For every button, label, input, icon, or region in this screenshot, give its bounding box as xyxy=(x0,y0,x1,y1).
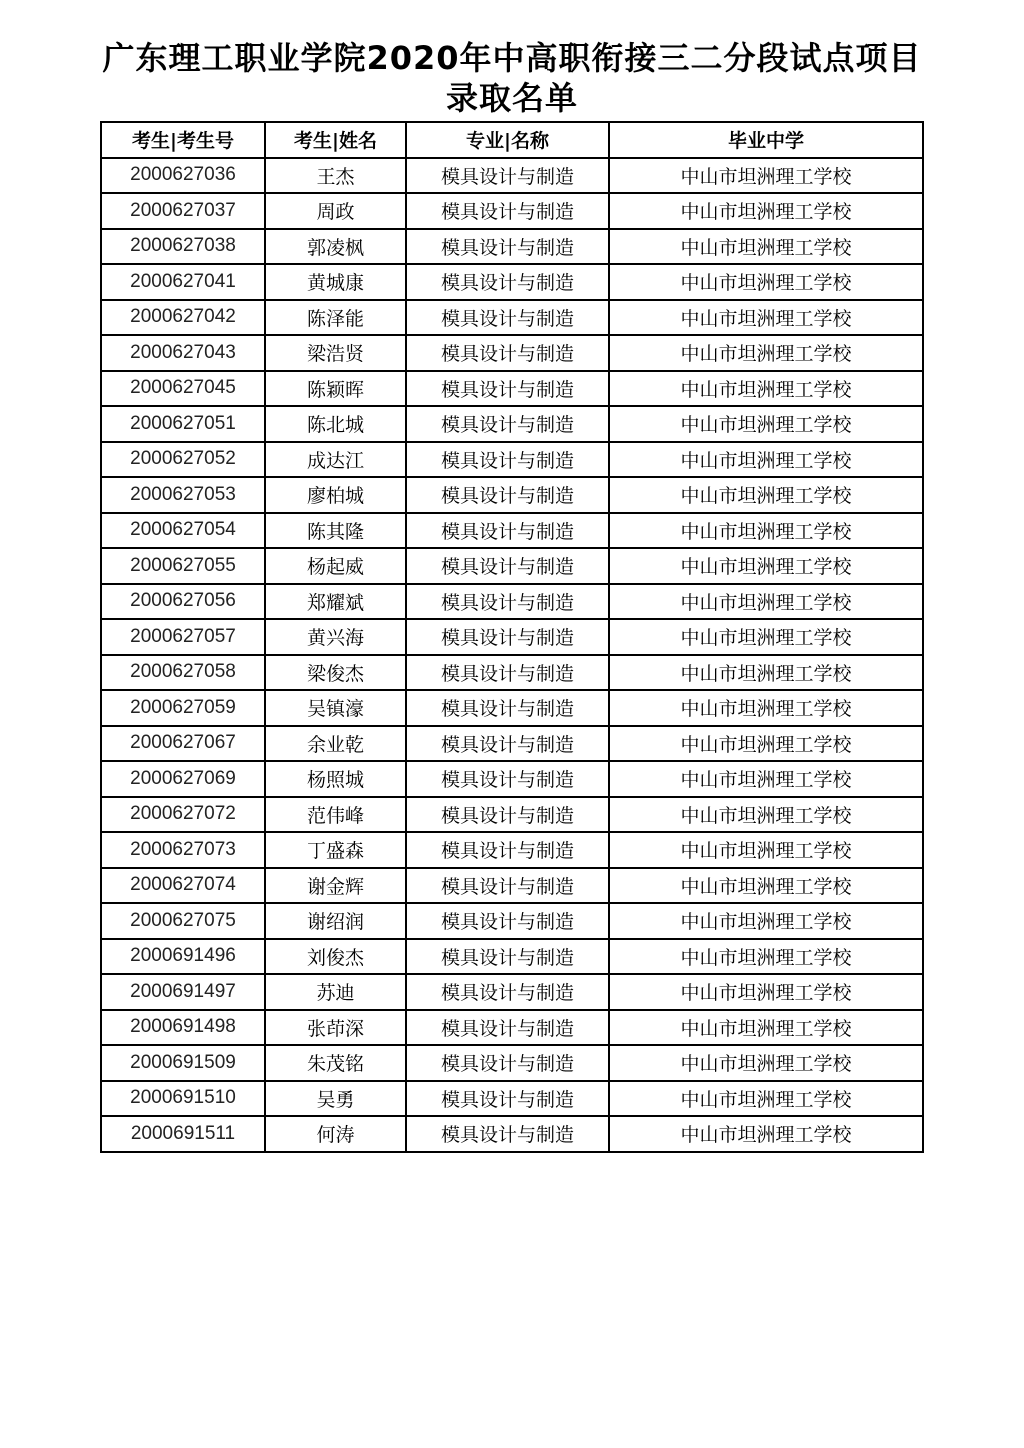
cell-major: 模具设计与制造 xyxy=(406,229,609,265)
cell-school: 中山市坦洲理工学校 xyxy=(609,761,923,797)
header-school: 毕业中学 xyxy=(609,122,923,158)
cell-exam-number: 2000627058 xyxy=(101,655,265,691)
cell-major: 模具设计与制造 xyxy=(406,1045,609,1081)
cell-school: 中山市坦洲理工学校 xyxy=(609,690,923,726)
cell-name: 陈颖晖 xyxy=(265,371,406,407)
table-row xyxy=(101,868,923,904)
table-row xyxy=(101,513,923,549)
cell-major: 模具设计与制造 xyxy=(406,655,609,691)
cell-exam-number: 2000627067 xyxy=(101,726,265,762)
cell-major: 模具设计与制造 xyxy=(406,761,609,797)
cell-exam-number: 2000627053 xyxy=(101,477,265,513)
cell-name: 苏迪 xyxy=(265,974,406,1010)
cell-school: 中山市坦洲理工学校 xyxy=(609,548,923,584)
cell-major: 模具设计与制造 xyxy=(406,406,609,442)
cell-school: 中山市坦洲理工学校 xyxy=(609,797,923,833)
cell-major: 模具设计与制造 xyxy=(406,477,609,513)
table-row xyxy=(101,690,923,726)
cell-major: 模具设计与制造 xyxy=(406,939,609,975)
cell-school: 中山市坦洲理工学校 xyxy=(609,300,923,336)
cell-school: 中山市坦洲理工学校 xyxy=(609,868,923,904)
table-row xyxy=(101,619,923,655)
cell-major: 模具设计与制造 xyxy=(406,442,609,478)
cell-name: 梁俊杰 xyxy=(265,655,406,691)
table-row xyxy=(101,974,923,1010)
cell-name: 黄兴海 xyxy=(265,619,406,655)
cell-school: 中山市坦洲理工学校 xyxy=(609,619,923,655)
cell-name: 杨照城 xyxy=(265,761,406,797)
cell-exam-number: 2000627045 xyxy=(101,371,265,407)
cell-exam-number: 2000627057 xyxy=(101,619,265,655)
cell-exam-number: 2000627056 xyxy=(101,584,265,620)
table-row xyxy=(101,939,923,975)
admission-table xyxy=(100,121,924,1153)
cell-school: 中山市坦洲理工学校 xyxy=(609,939,923,975)
cell-name: 陈其隆 xyxy=(265,513,406,549)
table-row xyxy=(101,584,923,620)
cell-major: 模具设计与制造 xyxy=(406,619,609,655)
cell-school: 中山市坦洲理工学校 xyxy=(609,655,923,691)
table-row xyxy=(101,264,923,300)
cell-name: 廖柏城 xyxy=(265,477,406,513)
cell-exam-number: 2000691498 xyxy=(101,1010,265,1046)
cell-major: 模具设计与制造 xyxy=(406,584,609,620)
table-row xyxy=(101,477,923,513)
cell-school: 中山市坦洲理工学校 xyxy=(609,193,923,229)
cell-name: 梁浩贤 xyxy=(265,335,406,371)
header-major: 专业|名称 xyxy=(406,122,609,158)
cell-name: 刘俊杰 xyxy=(265,939,406,975)
cell-exam-number: 2000627069 xyxy=(101,761,265,797)
cell-school: 中山市坦洲理工学校 xyxy=(609,832,923,868)
cell-name: 朱茂铭 xyxy=(265,1045,406,1081)
cell-name: 范伟峰 xyxy=(265,797,406,833)
cell-major: 模具设计与制造 xyxy=(406,1010,609,1046)
table-body xyxy=(101,158,923,1152)
cell-name: 周政 xyxy=(265,193,406,229)
table-row xyxy=(101,229,923,265)
cell-exam-number: 2000627051 xyxy=(101,406,265,442)
cell-school: 中山市坦洲理工学校 xyxy=(609,513,923,549)
cell-name: 张茚深 xyxy=(265,1010,406,1046)
cell-school: 中山市坦洲理工学校 xyxy=(609,974,923,1010)
cell-major: 模具设计与制造 xyxy=(406,690,609,726)
cell-name: 谢金辉 xyxy=(265,868,406,904)
cell-exam-number: 2000627054 xyxy=(101,513,265,549)
cell-school: 中山市坦洲理工学校 xyxy=(609,903,923,939)
cell-major: 模具设计与制造 xyxy=(406,264,609,300)
cell-name: 吴勇 xyxy=(265,1081,406,1117)
header-exam-number: 考生|考生号 xyxy=(101,122,265,158)
table-row xyxy=(101,548,923,584)
cell-school: 中山市坦洲理工学校 xyxy=(609,158,923,194)
cell-school: 中山市坦洲理工学校 xyxy=(609,264,923,300)
cell-exam-number: 2000627059 xyxy=(101,690,265,726)
cell-major: 模具设计与制造 xyxy=(406,903,609,939)
cell-name: 余业乾 xyxy=(265,726,406,762)
cell-exam-number: 2000691511 xyxy=(101,1116,265,1152)
cell-major: 模具设计与制造 xyxy=(406,726,609,762)
cell-name: 郑耀斌 xyxy=(265,584,406,620)
cell-name: 丁盛森 xyxy=(265,832,406,868)
table-row xyxy=(101,655,923,691)
cell-exam-number: 2000627073 xyxy=(101,832,265,868)
cell-exam-number: 2000627052 xyxy=(101,442,265,478)
cell-major: 模具设计与制造 xyxy=(406,832,609,868)
cell-major: 模具设计与制造 xyxy=(406,868,609,904)
cell-exam-number: 2000627041 xyxy=(101,264,265,300)
cell-name: 陈泽能 xyxy=(265,300,406,336)
table-row xyxy=(101,761,923,797)
cell-exam-number: 2000627072 xyxy=(101,797,265,833)
cell-exam-number: 2000691510 xyxy=(101,1081,265,1117)
table-header-row xyxy=(101,122,923,158)
table-row xyxy=(101,1081,923,1117)
cell-school: 中山市坦洲理工学校 xyxy=(609,1010,923,1046)
cell-exam-number: 2000691496 xyxy=(101,939,265,975)
title-line-2: 录取名单 xyxy=(445,79,578,117)
cell-exam-number: 2000627036 xyxy=(101,158,265,194)
title-line-1: 广东理工职业学院2020年中高职衔接三二分段试点项目 xyxy=(102,39,922,77)
cell-name: 郭凌枫 xyxy=(265,229,406,265)
cell-name: 吴镇濠 xyxy=(265,690,406,726)
table-row xyxy=(101,335,923,371)
header-name: 考生|姓名 xyxy=(265,122,406,158)
cell-name: 黄城康 xyxy=(265,264,406,300)
cell-exam-number: 2000627075 xyxy=(101,903,265,939)
table-row xyxy=(101,797,923,833)
cell-school: 中山市坦洲理工学校 xyxy=(609,442,923,478)
cell-major: 模具设计与制造 xyxy=(406,300,609,336)
table-row xyxy=(101,832,923,868)
cell-exam-number: 2000627055 xyxy=(101,548,265,584)
cell-exam-number: 2000627037 xyxy=(101,193,265,229)
table-row xyxy=(101,158,923,194)
table-row xyxy=(101,726,923,762)
table-row xyxy=(101,1010,923,1046)
table-row xyxy=(101,903,923,939)
cell-major: 模具设计与制造 xyxy=(406,335,609,371)
cell-major: 模具设计与制造 xyxy=(406,158,609,194)
cell-exam-number: 2000627074 xyxy=(101,868,265,904)
table-row xyxy=(101,1116,923,1152)
cell-school: 中山市坦洲理工学校 xyxy=(609,1045,923,1081)
cell-major: 模具设计与制造 xyxy=(406,797,609,833)
cell-name: 谢绍润 xyxy=(265,903,406,939)
cell-exam-number: 2000627042 xyxy=(101,300,265,336)
cell-name: 王杰 xyxy=(265,158,406,194)
table-row xyxy=(101,300,923,336)
cell-major: 模具设计与制造 xyxy=(406,1081,609,1117)
cell-major: 模具设计与制造 xyxy=(406,193,609,229)
cell-school: 中山市坦洲理工学校 xyxy=(609,371,923,407)
cell-school: 中山市坦洲理工学校 xyxy=(609,229,923,265)
cell-exam-number: 2000691509 xyxy=(101,1045,265,1081)
cell-school: 中山市坦洲理工学校 xyxy=(609,726,923,762)
cell-exam-number: 2000627043 xyxy=(101,335,265,371)
cell-school: 中山市坦洲理工学校 xyxy=(609,584,923,620)
page-title xyxy=(0,38,1024,118)
cell-major: 模具设计与制造 xyxy=(406,974,609,1010)
table-row xyxy=(101,371,923,407)
cell-school: 中山市坦洲理工学校 xyxy=(609,1081,923,1117)
cell-school: 中山市坦洲理工学校 xyxy=(609,335,923,371)
cell-name: 杨起威 xyxy=(265,548,406,584)
cell-school: 中山市坦洲理工学校 xyxy=(609,1116,923,1152)
cell-name: 陈北城 xyxy=(265,406,406,442)
table-row xyxy=(101,442,923,478)
table-row xyxy=(101,406,923,442)
table-row xyxy=(101,1045,923,1081)
cell-major: 模具设计与制造 xyxy=(406,1116,609,1152)
cell-major: 模具设计与制造 xyxy=(406,548,609,584)
cell-name: 何涛 xyxy=(265,1116,406,1152)
cell-name: 成达江 xyxy=(265,442,406,478)
cell-school: 中山市坦洲理工学校 xyxy=(609,477,923,513)
cell-exam-number: 2000627038 xyxy=(101,229,265,265)
cell-exam-number: 2000691497 xyxy=(101,974,265,1010)
cell-school: 中山市坦洲理工学校 xyxy=(609,406,923,442)
cell-major: 模具设计与制造 xyxy=(406,513,609,549)
cell-major: 模具设计与制造 xyxy=(406,371,609,407)
table-row xyxy=(101,193,923,229)
